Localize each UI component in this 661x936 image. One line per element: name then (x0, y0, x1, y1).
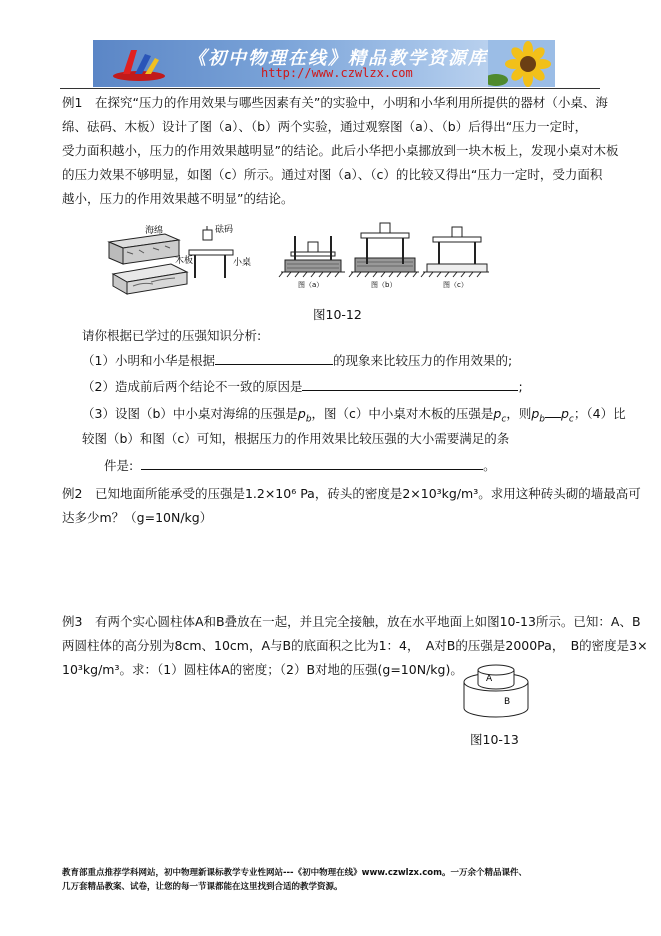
label-sponge: 海绵 (145, 226, 164, 236)
label-fig-b: 图（b） (371, 281, 397, 289)
label-table: 小桌 (233, 258, 252, 268)
q2-answer-blank[interactable] (302, 377, 518, 391)
question-3 (82, 404, 626, 429)
question-2 (82, 377, 523, 396)
sunflower-image (488, 40, 555, 87)
pb-symbol-2: p (531, 406, 540, 421)
pc-symbol: p (493, 406, 502, 421)
ex1-line-5: 越小，压力的作用效果越不明显”的结论。 (62, 191, 294, 206)
q3-compare-blank[interactable] (545, 404, 561, 418)
pc-subscript: c (501, 414, 507, 425)
ex3-line-1: 例3 有两个实心圆柱体A和B叠放在一起，并且完全接触，放在水平地面上如图10-13所示。已知：A、B (62, 614, 641, 629)
pc-symbol-2: p (560, 406, 569, 421)
label-weight: 砝码 (215, 225, 234, 235)
header-title: 《初中物理在线》精品教学资源库 (188, 48, 488, 69)
pc-subscript-2: c (568, 414, 574, 425)
q3-prefix: （3）设图（b）中小桌对海绵的压强是 (82, 406, 298, 421)
ex2-line-1: 例2 已知地面所能承受的压强是1.2×10⁶ Pa，砖头的密度是2×10³kg/m³。求用这种砖头砌的墙最高可 (62, 486, 641, 501)
figure-b (349, 223, 419, 289)
pb-subscript-2: b (539, 414, 545, 425)
q2-prefix: （2）造成前后两个结论不一致的原因是 (82, 379, 303, 394)
cylinder-a (478, 665, 514, 689)
site-logo (109, 44, 169, 84)
q4-end: 。 (483, 458, 496, 473)
q3-mid: ，图（c）中小桌对木板的压强是 (311, 406, 494, 421)
header-rule (60, 88, 600, 89)
ex3-line-3: 10³kg/m³。求：（1）圆柱体A的密度；（2）B对地的压强(g=10N/kg)。 (62, 662, 463, 677)
q2-suffix: ; (518, 379, 523, 394)
q1-suffix: 的现象来比较压力的作用效果的; (332, 353, 513, 368)
header-banner (93, 40, 555, 87)
figure-c (421, 227, 489, 289)
q1-prefix: （1）小明和小华是根据 (82, 353, 215, 368)
small-table-icon (189, 250, 233, 278)
question-4-line: 较图（b）和图（c）可知，根据压力的作用效果比较压强的大小需要满足的条 (82, 431, 510, 446)
q3-then: ，则 (506, 406, 532, 421)
label-fig-c: 图（c） (443, 281, 468, 289)
question-1 (82, 351, 512, 370)
label-cylinder-a: A (486, 674, 493, 684)
figure-10-12 (105, 220, 490, 295)
analysis-prompt: 请你根据已学过的压强知识分析: (82, 328, 262, 343)
question-4-answer (104, 456, 496, 475)
q4-label: 件是: (104, 458, 134, 473)
pb-symbol: p (297, 406, 306, 421)
ex1-line-2: 绵、砝码、木板）设计了图（a）、（b）两个实验，通过观察图（a）、（b）后得出“压力一定时， (62, 119, 588, 134)
sponge-block-icon (109, 234, 179, 264)
label-cylinder-b: B (504, 697, 511, 707)
ex1-line-4: 的压力效果不够明显，如图（c）所示。通过对图（a）、（c）的比较又得出“压力一定时，受力面积 (62, 167, 603, 182)
pb-subscript: b (305, 414, 312, 425)
q4-answer-blank[interactable] (141, 456, 483, 470)
board-block-icon (113, 264, 187, 294)
figure-10-13-caption: 图10-13 (470, 732, 519, 747)
figure-10-13 (462, 660, 530, 722)
ex2-line-2: 达多少m？（g=10N/kg） (62, 510, 213, 525)
footer-line-1: 教育部重点推荐学科网站，初中物理新课标教学专业性网站---《初中物理在线》www.czwlzx.com。一万余个精品课件、 (62, 868, 527, 878)
header-url[interactable]: http://www.czwlzx.com (261, 66, 413, 80)
ex1-line-1: 例1 在探究“压力的作用效果与哪些因素有关”的实验中，小明和小华利用所提供的器材（小桌、海 (62, 95, 608, 110)
figure-a (279, 236, 345, 289)
label-fig-a: 图（a） (298, 281, 324, 289)
ex1-line-3: 受力面积越小，压力的作用效果越明显”的结论。此后小华把小桌挪放到一块木板上，发现小桌对木板 (62, 143, 619, 158)
footer-line-2: 几万套精品教案、试卷，让您的每一节课都能在这里找到合适的教学资源。 (62, 882, 343, 892)
q1-answer-blank[interactable] (215, 351, 333, 365)
ex3-line-2: 两圆柱体的高分别为8cm、10cm，A与B的底面积之比为1：4， A对B的压强是2000Pa， B的密度是3× (62, 638, 648, 653)
label-board: 木板 (175, 256, 194, 266)
figure-10-12-caption: 图10-12 (313, 307, 362, 322)
q3-tail: ；（4）比 (573, 406, 626, 421)
